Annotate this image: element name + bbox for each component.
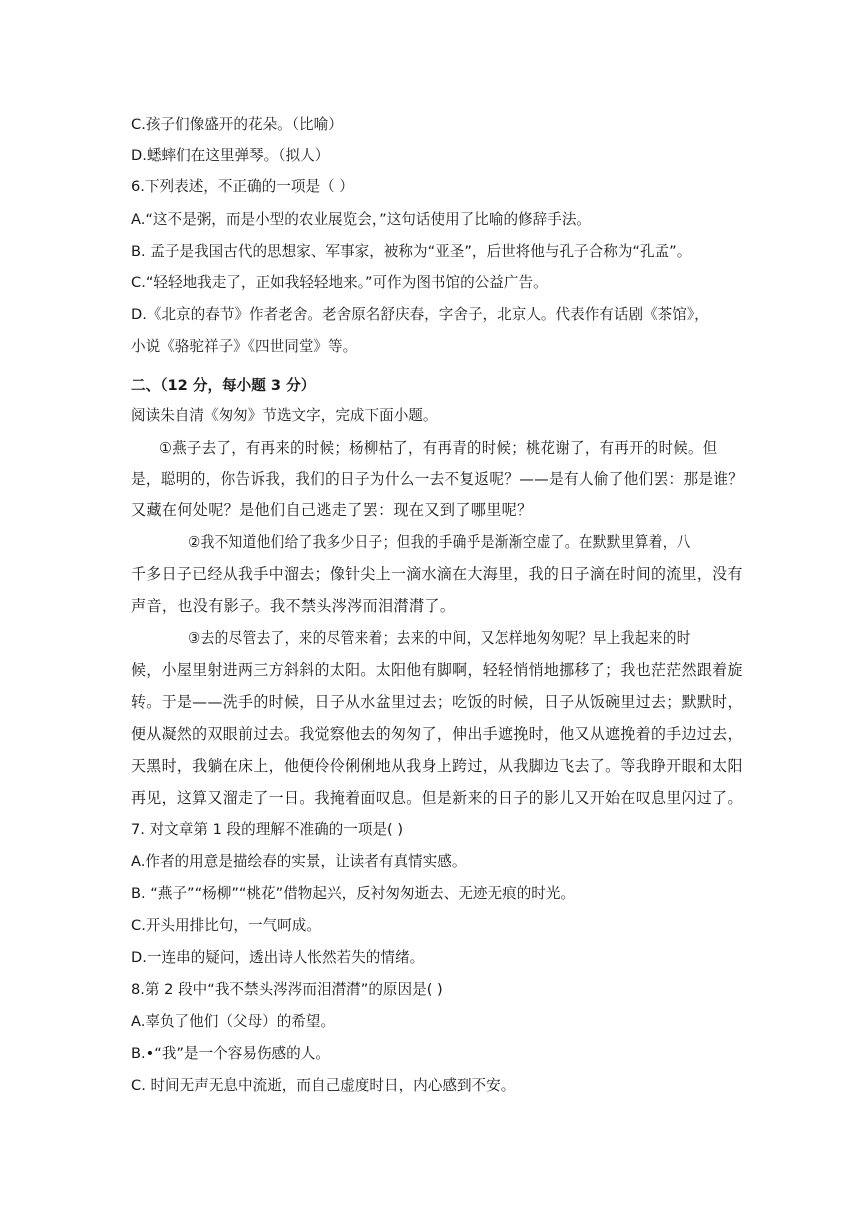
q6-option-c: C.“轻轻地我走了，正如我轻轻地来。”可作为图书馆的公益广告。 bbox=[131, 274, 548, 291]
q6-option-d-continued: 小说《骆驼祥子》《四世同堂》等。 bbox=[131, 338, 358, 355]
passage-paragraph-3-line-5: 天黑时，我躺在床上，他便伶伶俐俐地从我身上跨过，从我脚边飞去了。等我睁开眼和太阳 bbox=[131, 757, 743, 775]
q8-option-b: B.•“我”是一个容易伤感的人。 bbox=[131, 1045, 330, 1062]
q6-option-a: A.“这不是粥，而是小型的农业展览会，”这句话使用了比喻的修辞手法。 bbox=[131, 211, 592, 228]
passage-paragraph-3-line-6: 再见，这算又溜走了一日。我掩着面叹息。但是新来的日子的影儿又开始在叹息里闪过了。 bbox=[131, 789, 743, 807]
reading-instruction: 阅读朱自清《匆匆》节选文字，完成下面小题。 bbox=[131, 407, 438, 424]
question-7: 7. 对文章第 1 段的理解不准确的一项是( ) bbox=[131, 821, 404, 838]
question-8: 8.第 2 段中“我不禁头涔涔而泪潸潸”的原因是( ) bbox=[131, 981, 443, 998]
section-two-heading: 二、（12 分，每小题 3 分） bbox=[131, 377, 316, 394]
passage-paragraph-1-line-2: 是，聪明的，你告诉我，我们的日子为什么一去不复返呢？——是有人偷了他们罢：那是谁？ bbox=[131, 470, 744, 488]
passage-paragraph-1: ①燕子去了，有再来的时候；杨柳枯了，有再青的时候；桃花谢了，有再开的时候。但 bbox=[159, 439, 718, 457]
passage-paragraph-3-line-2: 候，小屋里射进两三方斜斜的太阳。太阳他有脚啊，轻轻悄悄地挪移了；我也茫茫然跟着旋 bbox=[131, 661, 743, 679]
q7-option-b: B. “燕子”“杨柳”“桃花”借物起兴，反衬匆匆逝去、无迹无痕的时光。 bbox=[131, 885, 576, 902]
option-d-personification: D.蟋蟀们在这里弹琴。（拟人） bbox=[131, 147, 330, 164]
passage-paragraph-2-line-3: 声音，也没有影子。我不禁头涔涔而泪潸潸了。 bbox=[131, 597, 456, 615]
q7-option-a: A.作者的用意是描绘春的实景，让读者有真情实感。 bbox=[131, 853, 467, 870]
passage-paragraph-3: ③去的尽管去了，来的尽管来着；去来的中间，又怎样地匆匆呢？早上我起来的时 bbox=[188, 629, 691, 647]
question-6: 6.下列表述，不正确的一项是（ ） bbox=[131, 178, 354, 195]
passage-paragraph-3-line-4: 便从凝然的双眼前过去。我觉察他去的匆匆了，伸出手遮挽时，他又从遮挽着的手边过去， bbox=[131, 725, 743, 743]
q8-option-a: A.辜负了他们（父母）的希望。 bbox=[131, 1013, 336, 1030]
q8-option-c: C. 时间无声无息中流逝，而自己虚度时日，内心感到不安。 bbox=[131, 1077, 516, 1094]
passage-paragraph-3-line-3: 转。于是——洗手的时候，日子从水盆里过去；吃饭的时候，日子从饭碗里过去；默默时， bbox=[131, 693, 743, 711]
passage-paragraph-1-line-3: 又藏在何处呢？是他们自己逃走了罢：现在又到了哪里呢？ bbox=[131, 501, 533, 519]
option-c-simile: C.孩子们像盛开的花朵。（比喻） bbox=[131, 116, 343, 133]
q7-option-c: C.开头用排比句，一气呵成。 bbox=[131, 917, 321, 934]
q7-option-d: D.一连串的疑问，透出诗人怅然若失的情绪。 bbox=[131, 949, 425, 966]
passage-paragraph-2: ②我不知道他们给了我多少日子；但我的手确乎是渐渐空虚了。在默默里算着，八 bbox=[188, 533, 691, 551]
q6-option-d: D.《北京的春节》作者老舍。老舍原名舒庆春，字舍子，北京人。代表作有话剧《茶馆》， bbox=[131, 306, 709, 323]
q6-option-b: B. 孟子是我国古代的思想家、军事家，被称为“亚圣”，后世将他与孔子合称为“孔孟”。 bbox=[131, 243, 692, 260]
passage-paragraph-2-line-2: 千多日子已经从我手中溜去；像针尖上一滴水滴在大海里，我的日子滴在时间的流里，没有 bbox=[131, 565, 743, 583]
